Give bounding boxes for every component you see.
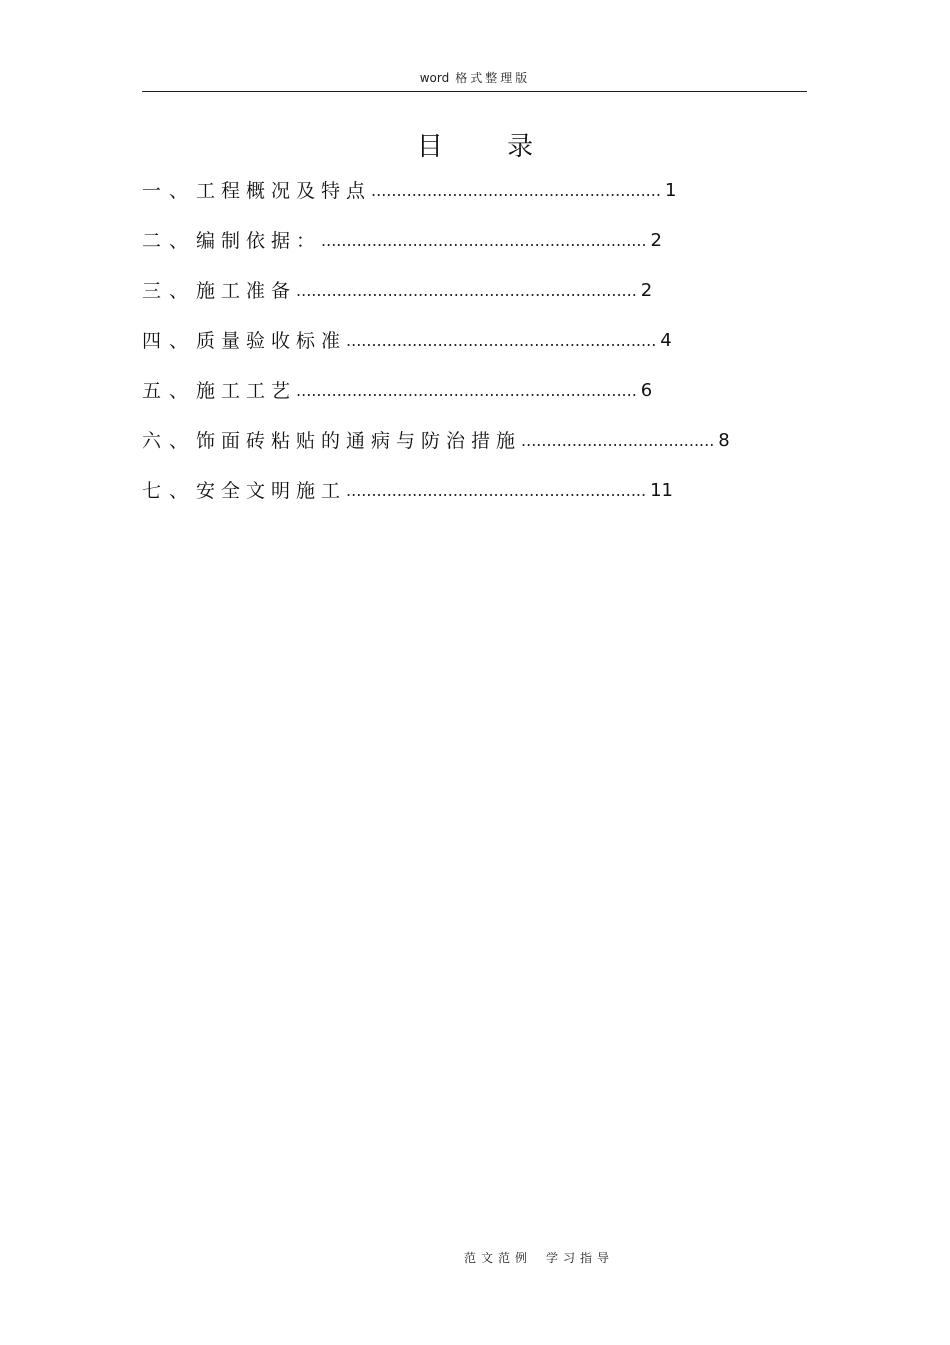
- toc-entry-page: 8: [718, 430, 730, 451]
- toc-entry-leader: .........................................................: [371, 181, 661, 200]
- footer-right-text: 学习指导: [546, 1251, 615, 1265]
- toc-entry-page: 11: [650, 480, 674, 501]
- footer-left-text: 范文范例: [464, 1251, 533, 1265]
- toc-entry-label: 质量验收标准: [196, 330, 347, 352]
- toc-entry-leader: ...................................................................: [296, 281, 637, 300]
- toc-entry-leader: ...........................................................: [346, 481, 647, 500]
- toc-entry-page: 4: [660, 330, 672, 351]
- toc-entry-label: 饰面砖粘贴的通病与防治措施: [196, 430, 522, 452]
- toc-title: 目 录: [416, 132, 562, 162]
- toc-entry-page: 2: [650, 230, 662, 251]
- toc-entry-number: 二、: [142, 230, 197, 252]
- toc-entry-label: 安全文明施工: [196, 480, 347, 502]
- toc-entry-2[interactable]: [142, 226, 822, 276]
- toc-entry-page: 6: [640, 380, 653, 401]
- toc-entry-7[interactable]: [142, 476, 822, 526]
- header-divider: [142, 91, 807, 92]
- toc-entry-leader: .............................................................: [346, 331, 657, 350]
- toc-entry-number: 六、: [142, 430, 197, 452]
- toc-entry-4[interactable]: [142, 326, 822, 376]
- toc-entry-3[interactable]: [142, 276, 822, 326]
- toc-entry-number: 三、: [142, 280, 197, 302]
- toc-entry-number: 四、: [142, 330, 197, 352]
- header-format-text: 格式整理版: [455, 71, 531, 85]
- toc-entry-leader: ...................................................................: [296, 381, 637, 400]
- toc-entry-leader: ......................................: [521, 431, 715, 450]
- page-footer: [464, 1249, 614, 1266]
- toc-entry-6[interactable]: [142, 426, 822, 476]
- toc-entry-page: 1: [664, 180, 677, 201]
- toc-list: [142, 176, 822, 526]
- toc-entry-5[interactable]: [142, 376, 822, 426]
- toc-entry-number: 七、: [142, 480, 197, 502]
- toc-entry-label: 施工准备: [196, 280, 297, 302]
- toc-entry-1[interactable]: [142, 176, 822, 226]
- header-word-text: word: [419, 71, 450, 85]
- toc-entry-number: 一、: [142, 180, 197, 202]
- toc-entry-label: 编制依据：: [196, 230, 322, 252]
- page-header: [0, 69, 950, 86]
- toc-entry-label: 工程概况及特点: [196, 180, 372, 202]
- toc-entry-leader: ................................................................: [321, 231, 647, 250]
- toc-entry-page: 2: [640, 280, 653, 301]
- toc-entry-number: 五、: [142, 380, 197, 402]
- toc-entry-label: 施工工艺: [196, 380, 297, 402]
